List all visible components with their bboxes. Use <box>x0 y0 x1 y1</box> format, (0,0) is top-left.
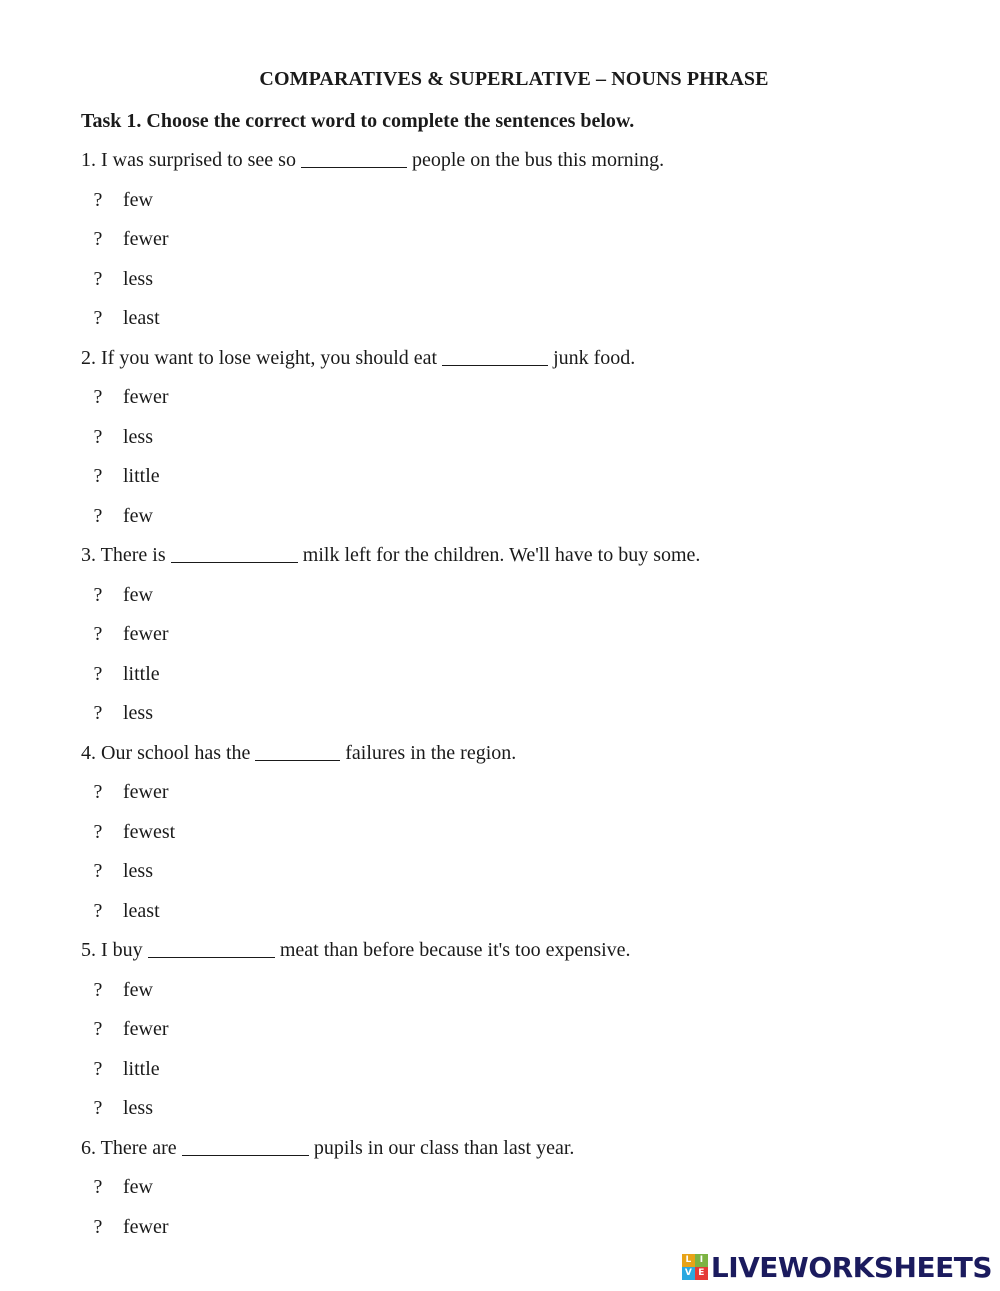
option-label: few <box>123 978 153 1001</box>
option-label: least <box>123 899 160 922</box>
question-text <box>81 146 961 186</box>
question-4 <box>81 739 961 937</box>
option-label: fewer <box>123 623 169 645</box>
option-item[interactable] <box>81 778 961 818</box>
question-prompt-end: failures in the region. <box>345 741 517 764</box>
answer-blank[interactable] <box>148 939 275 958</box>
question-text <box>81 936 961 976</box>
option-marker: ? <box>93 1097 103 1119</box>
question-prompt-start: 5. I buy <box>81 939 143 961</box>
option-item[interactable] <box>81 581 961 621</box>
option-item[interactable] <box>81 1094 961 1134</box>
option-marker: ? <box>93 978 103 1001</box>
option-marker: ? <box>93 702 103 724</box>
question-2 <box>81 344 961 542</box>
logo-mark-icon <box>682 1254 708 1280</box>
option-marker: ? <box>93 465 103 487</box>
question-text <box>81 344 961 384</box>
option-label: fewer <box>123 228 169 250</box>
option-label: few <box>123 1176 153 1198</box>
option-marker: ? <box>93 228 103 250</box>
option-marker: ? <box>93 583 103 606</box>
option-label: little <box>123 1057 160 1080</box>
option-marker: ? <box>93 425 103 448</box>
option-marker: ? <box>93 504 103 527</box>
option-marker: ? <box>93 662 103 685</box>
option-item[interactable] <box>81 1213 961 1253</box>
option-item[interactable] <box>81 897 961 937</box>
option-item[interactable] <box>81 1173 961 1213</box>
option-item[interactable] <box>81 976 961 1016</box>
question-prompt-start: 1. I was surprised to see so <box>81 149 296 171</box>
option-marker: ? <box>93 781 103 803</box>
option-marker: ? <box>93 188 103 211</box>
option-marker: ? <box>93 267 103 290</box>
question-prompt-end: meat than before because it's too expensive. <box>279 939 631 961</box>
option-item[interactable] <box>81 383 961 423</box>
liveworksheets-logo <box>682 1252 992 1282</box>
option-item[interactable] <box>81 225 961 265</box>
option-item[interactable] <box>81 1055 961 1095</box>
option-item[interactable] <box>81 423 961 463</box>
option-item[interactable] <box>81 857 961 897</box>
option-label: fewer <box>123 386 169 408</box>
option-item[interactable] <box>81 660 961 700</box>
option-marker: ? <box>93 860 103 882</box>
option-item[interactable] <box>81 186 961 226</box>
option-item[interactable] <box>81 818 961 858</box>
question-text <box>81 739 961 779</box>
logo-letter-e: E <box>695 1267 708 1280</box>
option-item[interactable] <box>81 304 961 344</box>
question-prompt-start: 2. If you want to lose weight, you should eat <box>81 346 438 369</box>
option-item[interactable] <box>81 462 961 502</box>
option-label: fewer <box>123 1215 169 1238</box>
option-item[interactable] <box>81 1015 961 1055</box>
question-prompt-end: people on the bus this morning. <box>411 149 665 171</box>
option-label: less <box>123 702 153 724</box>
answer-blank[interactable] <box>255 742 340 761</box>
option-label: few <box>123 188 153 211</box>
option-label: few <box>123 504 153 527</box>
logo-letter-l: L <box>682 1254 695 1267</box>
option-marker: ? <box>93 307 103 329</box>
task-heading: Task 1. Choose the correct word to complete the sentences below. <box>81 110 635 132</box>
page-title: COMPARATIVES & SUPERLATIVE – NOUNS PHRASE <box>259 68 769 90</box>
question-prompt-start: 6. There are <box>81 1136 177 1159</box>
option-marker: ? <box>93 386 103 408</box>
question-6 <box>81 1134 961 1253</box>
question-5 <box>81 936 961 1134</box>
option-item[interactable] <box>81 502 961 542</box>
answer-blank[interactable] <box>301 149 407 168</box>
question-text <box>81 541 961 581</box>
option-marker: ? <box>93 1018 103 1040</box>
answer-blank[interactable] <box>182 1137 309 1156</box>
option-label: fewer <box>123 781 169 803</box>
option-item[interactable] <box>81 620 961 660</box>
option-item[interactable] <box>81 265 961 305</box>
option-marker: ? <box>93 1057 103 1080</box>
option-label: less <box>123 860 153 882</box>
question-text <box>81 1134 961 1174</box>
option-marker: ? <box>93 899 103 922</box>
logo-text: LIVEWORKSHEETS <box>710 1250 992 1284</box>
option-label: little <box>123 662 160 685</box>
option-label: less <box>123 425 153 448</box>
question-prompt-end: milk left for the children. We'll have to buy some. <box>302 544 701 566</box>
logo-letter-v: V <box>682 1267 695 1280</box>
option-label: fewer <box>123 1018 169 1040</box>
question-1 <box>81 146 961 344</box>
option-marker: ? <box>93 1215 103 1238</box>
question-prompt-end: pupils in our class than last year. <box>313 1136 575 1159</box>
option-item[interactable] <box>81 699 961 739</box>
option-label: few <box>123 583 153 606</box>
question-list <box>81 146 961 1252</box>
answer-blank[interactable] <box>171 544 298 563</box>
option-label: less <box>123 1097 153 1119</box>
question-3 <box>81 541 961 739</box>
option-label: less <box>123 267 153 290</box>
answer-blank[interactable] <box>442 347 548 366</box>
option-label: least <box>123 307 160 329</box>
option-marker: ? <box>93 623 103 645</box>
question-prompt-start: 4. Our school has the <box>81 741 251 764</box>
option-marker: ? <box>93 820 103 843</box>
option-marker: ? <box>93 1176 103 1198</box>
question-prompt-end: junk food. <box>553 346 636 369</box>
logo-letter-i: I <box>695 1254 708 1267</box>
question-prompt-start: 3. There is <box>81 544 166 566</box>
option-label: little <box>123 465 160 487</box>
option-label: fewest <box>123 820 176 843</box>
